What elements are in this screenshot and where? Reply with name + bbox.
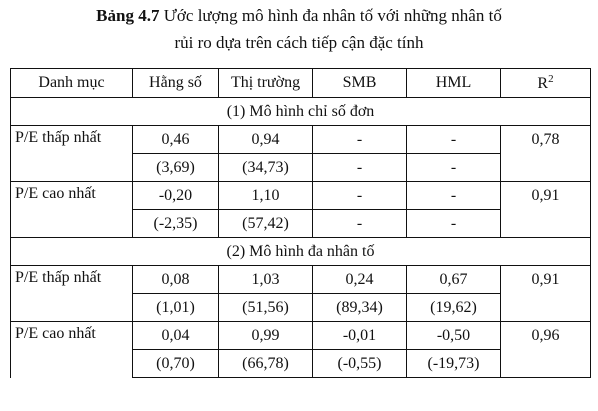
section-row [11, 98, 591, 126]
coef-cell: -0,50 [407, 322, 501, 350]
section-title: (2) Mô hình đa nhân tố [11, 238, 591, 266]
factor-model-table [10, 68, 591, 378]
section-title: (1) Mô hình chỉ số đơn [11, 98, 591, 126]
header-hml: HML [407, 69, 501, 98]
row-label: P/E thấp nhất [11, 126, 133, 182]
tstat-cell: - [407, 154, 501, 182]
coef-cell: 0,67 [407, 266, 501, 294]
r-squared-cell: 0,96 [501, 322, 591, 350]
table-row [11, 266, 591, 294]
tstat-cell: (57,42) [219, 210, 313, 238]
row-label: P/E cao nhất [11, 182, 133, 238]
table-number: Bảng 4.7 [96, 6, 160, 25]
tstat-cell: (66,78) [219, 350, 313, 378]
coef-cell: - [313, 126, 407, 154]
r-squared-cell: 0,91 [501, 266, 591, 294]
coef-cell: 0,46 [133, 126, 219, 154]
tstat-cell: (3,69) [133, 154, 219, 182]
table-caption-line-1 [0, 5, 598, 27]
coef-cell: 0,24 [313, 266, 407, 294]
blank-cell [501, 210, 591, 238]
coef-cell: 0,99 [219, 322, 313, 350]
coef-cell: - [407, 126, 501, 154]
coef-cell: 1,10 [219, 182, 313, 210]
table-row [11, 126, 591, 154]
tstat-cell: (89,34) [313, 294, 407, 322]
header-r-squared: $R^2$ [501, 69, 591, 98]
coef-cell: 1,03 [219, 266, 313, 294]
tstat-cell: - [313, 154, 407, 182]
header-category: Danh mục [11, 69, 133, 98]
coef-cell: - [313, 182, 407, 210]
tstat-cell: (19,62) [407, 294, 501, 322]
tstat-cell: (34,73) [219, 154, 313, 182]
tstat-cell: - [407, 210, 501, 238]
blank-cell [501, 294, 591, 322]
coef-cell: 0,04 [133, 322, 219, 350]
blank-cell [501, 350, 591, 378]
blank-cell [501, 154, 591, 182]
tstat-cell: (0,70) [133, 350, 219, 378]
table-row [11, 322, 591, 350]
tstat-cell: (-0,55) [313, 350, 407, 378]
header-row [11, 69, 591, 98]
tstat-cell: (-2,35) [133, 210, 219, 238]
tstat-cell: - [313, 210, 407, 238]
table-row [11, 182, 591, 210]
header-market: Thị trường [219, 69, 313, 98]
header-smb: SMB [313, 69, 407, 98]
r-squared-cell: 0,91 [501, 182, 591, 210]
coef-cell: -0,01 [313, 322, 407, 350]
tstat-cell: (1,01) [133, 294, 219, 322]
tstat-cell: (-19,73) [407, 350, 501, 378]
r-squared-cell: 0,78 [501, 126, 591, 154]
section-row [11, 238, 591, 266]
table-caption-line-2: rủi ro dựa trên cách tiếp cận đặc tính [174, 33, 424, 52]
coef-cell: - [407, 182, 501, 210]
header-constant: Hằng số [133, 69, 219, 98]
table-title-part-1: Ước lượng mô hình đa nhân tố với những nhân tố [159, 6, 502, 25]
row-label: P/E cao nhất [11, 322, 133, 378]
tstat-cell: (51,56) [219, 294, 313, 322]
row-label: P/E thấp nhất [11, 266, 133, 322]
coef-cell: 0,94 [219, 126, 313, 154]
coef-cell: 0,08 [133, 266, 219, 294]
coef-cell: -0,20 [133, 182, 219, 210]
